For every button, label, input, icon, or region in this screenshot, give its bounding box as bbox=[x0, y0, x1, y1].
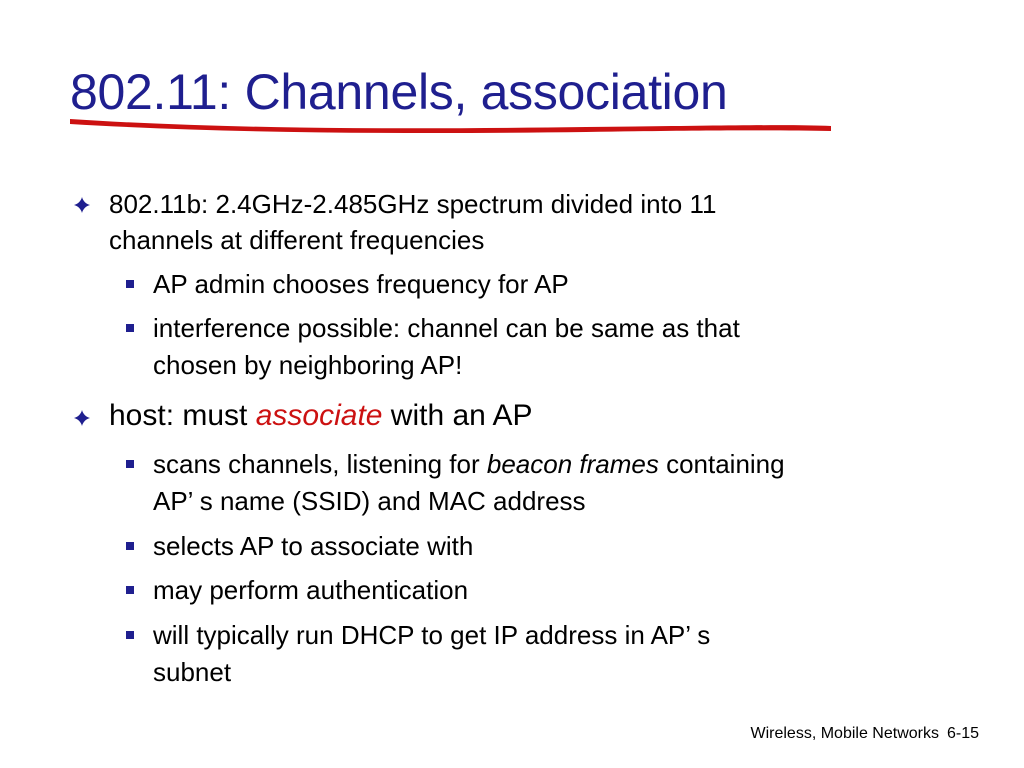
square-bullet-icon bbox=[126, 460, 134, 468]
bullet-2-sub-1-text-after: containing bbox=[658, 449, 785, 479]
diamond-bullet-icon bbox=[74, 410, 90, 426]
diamond-bullet-icon bbox=[74, 197, 90, 213]
bullet-1-line-1: 802.11b: 2.4GHz-2.485GHz spectrum divided into 11 bbox=[109, 189, 717, 219]
bullet-2-sub-2-line-1: selects AP to associate with bbox=[153, 531, 474, 561]
square-bullet-icon bbox=[126, 280, 134, 288]
bullet-2-sub-3-line-1: may perform authentication bbox=[153, 575, 469, 605]
bullet-1-sub-2-line-1: interference possible: channel can be same as that bbox=[153, 313, 740, 343]
bullet-1-sub-1-line-1: AP admin chooses frequency for AP bbox=[153, 269, 569, 299]
bullet-2-line-1 bbox=[109, 397, 533, 435]
bullet-2-sub-1-emphasis: beacon frames bbox=[486, 449, 659, 479]
square-bullet-icon bbox=[126, 631, 134, 639]
footer-section: Wireless, Mobile Networks bbox=[750, 725, 939, 742]
square-bullet-icon bbox=[126, 542, 134, 550]
bullet-2-sub-4-line-2: subnet bbox=[153, 657, 232, 687]
page-number: 6-15 bbox=[946, 725, 979, 742]
bullet-2-text-after: with an AP bbox=[382, 399, 533, 432]
square-bullet-icon bbox=[126, 586, 134, 594]
title-underline bbox=[66, 112, 836, 136]
slide-title: 802.11: Channels, association bbox=[70, 64, 728, 120]
bullet-2-sub-1-text-before: scans channels, listening for bbox=[153, 449, 487, 479]
bullet-1-line-2: channels at different frequencies bbox=[109, 225, 485, 255]
bullet-2-sub-1-line-2: AP’ s name (SSID) and MAC address bbox=[153, 486, 586, 516]
bullet-2-sub-4-line-1: will typically run DHCP to get IP address in AP’ s bbox=[153, 620, 711, 650]
bullet-2-text-before: host: must bbox=[109, 399, 256, 432]
bullet-2-emphasis: associate bbox=[255, 399, 383, 432]
slide-footer bbox=[750, 724, 979, 744]
bullet-1-sub-2-line-2: chosen by neighboring AP! bbox=[153, 350, 463, 380]
bullet-2-sub-1-line-1 bbox=[153, 446, 785, 483]
square-bullet-icon bbox=[126, 324, 134, 332]
